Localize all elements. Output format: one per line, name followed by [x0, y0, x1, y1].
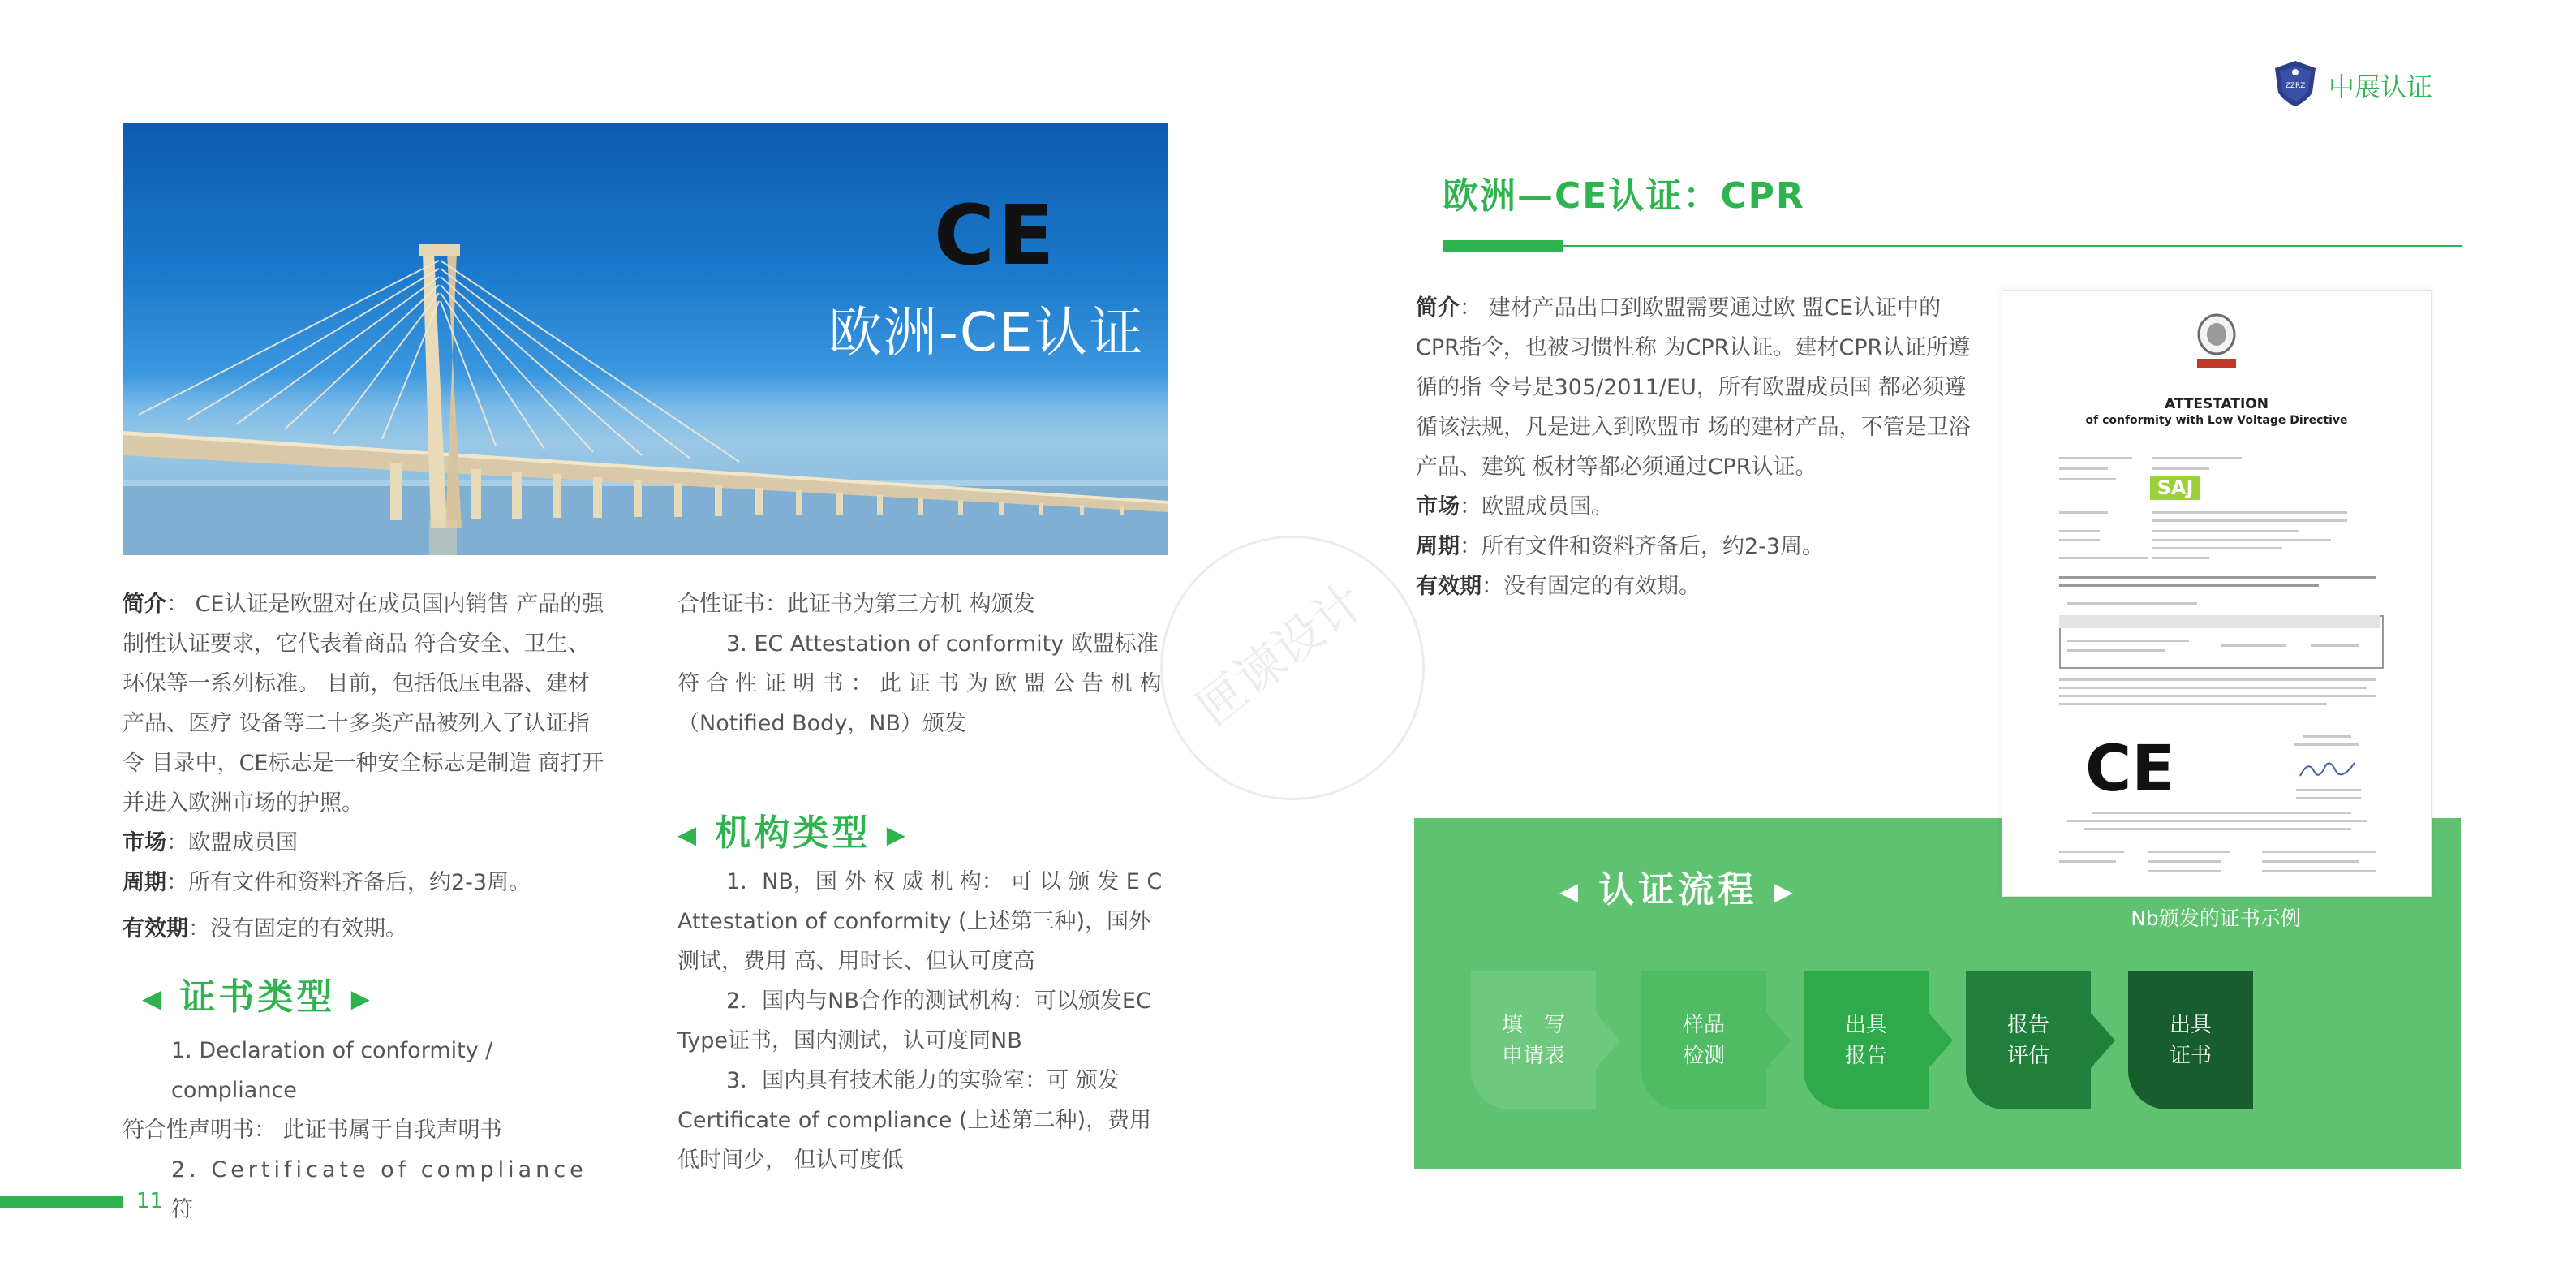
market-label: 市场: [123, 830, 166, 855]
org-types-heading: [677, 803, 909, 855]
step-line: 出具: [2169, 1013, 2212, 1037]
cpr-title: 欧洲—CE认证：CPR: [1443, 175, 1805, 217]
right-intro: [1416, 288, 2000, 606]
org-line: 低时间少， 但认可度低: [677, 1148, 904, 1173]
process-step: [1966, 971, 2091, 1109]
intro-line: ： 建材产品出口到欧盟需要通过欧 盟CE认证中的: [1460, 295, 1942, 321]
title-underline-accent: [1443, 240, 1563, 252]
cert-brand-logo: SAJ: [2150, 476, 2200, 500]
cert-subheading: of conformity with Low Voltage Directive: [2085, 414, 2348, 427]
org-types-title: 机构类型: [715, 812, 871, 854]
intro-label: 简介: [1416, 295, 1460, 321]
title-underline: [1443, 245, 2462, 247]
validity-label: 有效期: [123, 916, 188, 941]
middle-line: 合性证书：此证书为第三方机 构颁发: [677, 592, 1035, 617]
hero-title: 欧洲-CE认证: [828, 301, 1145, 364]
triangle-right-icon: ▶: [886, 821, 909, 850]
cert-type-line: 1. Declaration of conformity / compliance: [171, 1038, 493, 1103]
process-step: [1641, 971, 1766, 1109]
step-line: 报告: [1844, 1044, 1887, 1068]
middle-line: （Notified Body，NB）颁发: [677, 711, 967, 736]
cert-heading: ATTESTATION: [2165, 396, 2269, 412]
org-line: 1．NB，国 外 权 威 机 构： 可 以 颁 发 E C: [726, 869, 1163, 894]
step-line: 填 写: [1501, 1013, 1565, 1037]
intro-line: 循该法规，凡是进入到欧盟市 场的建材产品，不管是卫浴: [1416, 415, 1971, 440]
step-line: 评估: [2006, 1044, 2049, 1068]
step-line: 报告: [2006, 1013, 2049, 1037]
intro-line: CPR指令，也被习惯性称 为CPR认证。建材CPR认证所遵: [1416, 335, 1971, 360]
shield-logo-icon: [2270, 58, 2320, 109]
intro-line: 并进入欧洲市场的护照。: [123, 790, 363, 816]
intro-line: 制性认证要求，它代表着商品 符合安全、卫生、: [123, 631, 590, 657]
brand-name: 中展认证: [2329, 71, 2433, 102]
certificate-sample-image: [2002, 290, 2432, 897]
triangle-right-icon: ▶: [350, 984, 373, 1014]
arrow-right-icon: [1929, 1013, 1953, 1068]
step-line: 检测: [1682, 1044, 1725, 1068]
left-intro: [123, 584, 617, 949]
triangle-right-icon: ▶: [1774, 877, 1797, 907]
ce-mark: CE: [934, 187, 1058, 284]
triangle-left-icon: ◀: [677, 821, 700, 850]
intro-label: 简介: [123, 592, 166, 617]
step-line: 样品: [1682, 1013, 1725, 1037]
org-line: 2．国内与NB合作的测试机构：可以颁发EC: [726, 989, 1151, 1014]
cert-types-title: 证书类型: [179, 976, 336, 1018]
step-line: 申请表: [1501, 1044, 1565, 1068]
org-line: Certificate of compliance (上述第二种)，费用: [677, 1108, 1152, 1133]
process-step: [1471, 971, 1596, 1109]
org-line: Type证书，国内测试，认可度同NB: [677, 1028, 1022, 1053]
period-label: 周期: [1416, 534, 1460, 559]
org-line: 测试，费用 高、用时长、但认可度高: [677, 949, 1035, 974]
intro-line: 产品、医疗 设备等二十多类产品被列入了认证指: [123, 711, 590, 736]
cert-types-list: [123, 1031, 617, 1230]
market-text: ：欧盟成员国: [166, 830, 298, 855]
cert-type-line: 符合性声明书： 此证书属于自我声明书: [123, 1118, 502, 1143]
process-title: 认证流程: [1598, 869, 1758, 911]
step-line: 出具: [1844, 1013, 1887, 1037]
intro-line: 产品、建筑 板材等都必须通过CPR认证。: [1416, 454, 1817, 480]
org-line: Attestation of conformity (上述第三种)，国外: [677, 909, 1151, 934]
certificate-caption: Nb颁发的证书示例: [2131, 907, 2301, 930]
middle-line: 符 合 性 证 明 书 ： 此 证 书 为 欧 盟 公 告 机 构: [677, 671, 1162, 696]
arrow-right-icon: [1596, 1013, 1620, 1068]
watermark-text: 匣谏设计: [1185, 572, 1375, 738]
arrow-right-icon: [2091, 1013, 2115, 1068]
period-text: ：所有文件和资料齐备后，约2-3周。: [166, 870, 531, 895]
market-text: ：欧盟成员国。: [1460, 494, 1613, 519]
period-label: 周期: [123, 870, 166, 895]
process-step: [1804, 971, 1929, 1109]
process-heading: [1559, 860, 1797, 912]
signature-icon: [2296, 753, 2361, 786]
market-label: 市场: [1416, 494, 1460, 519]
hero-bridge-image: [123, 123, 1168, 555]
validity-label: 有效期: [1416, 574, 1482, 599]
cert-type-line: 2. Certificate of compliance 符: [171, 1157, 587, 1222]
certification-seal-icon: [2192, 313, 2241, 372]
cert-ce-mark: CE: [2085, 733, 2175, 806]
brand-logo: [2270, 58, 2465, 109]
middle-line: 3. EC Attestation of conformity 欧盟标准: [726, 631, 1159, 657]
intro-line: 环保等一系列标准。 目前，包括低压电器、建材: [123, 671, 590, 696]
middle-top-text: [677, 584, 1172, 743]
intro-line: 令 目录中，CE标志是一种安全标志是制造 商打开: [123, 751, 604, 776]
org-types-list: [677, 862, 1172, 1180]
intro-line: ： CE认证是欧盟对在成员国内销售 产品的强: [166, 592, 604, 617]
page-number-bar: [0, 1196, 123, 1208]
logo-badge-text: ZZRZ: [2285, 82, 2306, 90]
period-text: ：所有文件和资料齐备后，约2-3周。: [1460, 534, 1825, 559]
arrow-right-icon: [1766, 1013, 1791, 1068]
step-line: 证书: [2169, 1044, 2212, 1068]
org-line: 3．国内具有技术能力的实验室：可 颁发: [726, 1068, 1120, 1093]
triangle-left-icon: ◀: [142, 984, 165, 1014]
validity-text: ：没有固定的有效期。: [1482, 574, 1701, 599]
validity-text: ：没有固定的有效期。: [188, 916, 407, 941]
intro-line: 循的指 令号是305/2011/EU，所有欧盟成员国 都必须遵: [1416, 375, 1967, 400]
process-step: [2128, 971, 2253, 1109]
triangle-left-icon: ◀: [1559, 877, 1583, 907]
page-number: 11: [136, 1189, 164, 1213]
cert-types-heading: [142, 967, 373, 1019]
